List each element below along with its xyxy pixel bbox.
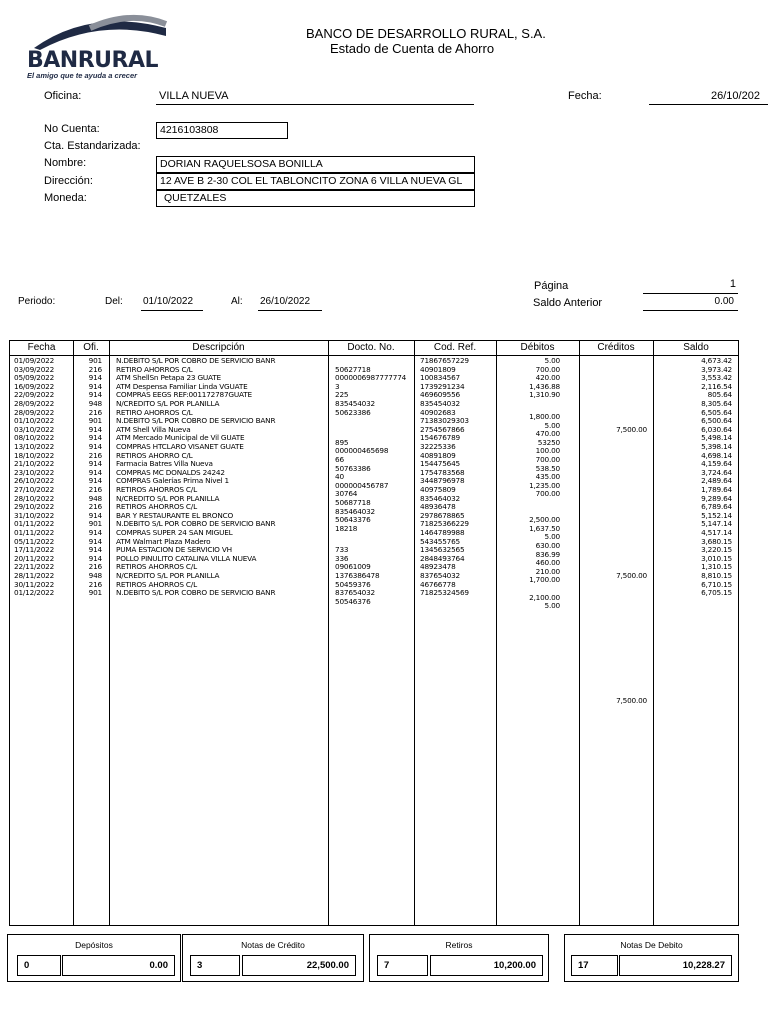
cell-doc-no: 18218 (335, 523, 358, 533)
cell-doc-no: 30764 (335, 489, 358, 499)
bank-name: BANCO DE DESARROLLO RURAL, S.A. (306, 26, 546, 41)
header-balance: Saldo (683, 342, 709, 353)
cell-doc-no: 50687718 (335, 497, 371, 507)
cell-date: 27/10/2022 (14, 485, 55, 494)
cell-doc-no: 000000465698 (335, 446, 389, 456)
cell-description: N.DEBITO S/L POR COBRO DE SERVICIO BANR (116, 356, 276, 365)
cell-doc-no: 0000006987777774 (335, 373, 407, 383)
cell-balance: 9,289.64 (701, 493, 732, 503)
credit-notes-amount: 22,500.00 (242, 955, 356, 976)
cell-description: N.DEBITO S/L POR COBRO DE SERVICIO BANR (116, 519, 276, 529)
cell-ref-code: 835454032 (420, 399, 460, 408)
cell-doc-no: 000000456787 (335, 480, 389, 490)
cell-description: BAR Y RESTAURANTE EL BRONCO (116, 510, 234, 520)
logo-text: BANRURAL (27, 48, 158, 73)
cell-date: 05/09/2022 (14, 373, 55, 383)
cell-description: RETIROS AHORROS C/L (116, 579, 197, 589)
cell-description: RETIRO AHORROS C/L (116, 407, 193, 417)
currency-box: QUETZALES (156, 190, 475, 207)
cell-office: 948 (88, 571, 102, 580)
cell-doc-no: 50546376 (335, 596, 371, 606)
cell-debit: 470.00 (535, 429, 560, 439)
cell-debit: 100.00 (535, 446, 560, 456)
deposits-count: 0 (17, 955, 61, 976)
col-divider (579, 341, 580, 925)
cell-debit: 836.99 (535, 549, 560, 559)
col-divider (328, 341, 329, 925)
cell-ref-code: 48923478 (420, 562, 456, 572)
cell-office: 914 (88, 545, 102, 555)
withdrawals-amount: 10,200.00 (430, 955, 543, 976)
cell-debit: 1,436.88 (529, 381, 560, 391)
cell-balance: 5,498.14 (701, 433, 732, 443)
cell-description: N/CREDITO S/L POR PLANILLA (116, 493, 220, 503)
page-value: 1 (729, 278, 736, 290)
cell-date: 30/11/2022 (14, 579, 55, 589)
cell-ref-code: 46766778 (420, 579, 456, 589)
cell-office: 901 (88, 519, 102, 529)
cell-date: 20/11/2022 (14, 553, 55, 563)
cell-doc-no: 1376386478 (335, 571, 380, 580)
cell-debit: 2,100.00 (529, 592, 560, 602)
cell-balance: 4,159.64 (701, 459, 732, 469)
cell-office: 216 (88, 450, 102, 460)
withdrawals-count: 7 (377, 955, 428, 976)
cell-office: 216 (88, 407, 102, 417)
cell-description: RETIROS AHORROS C/L (116, 485, 197, 494)
cell-description: POLLO PINULITO CATALINA VILLA NUEVA (116, 553, 257, 563)
col-divider (653, 341, 654, 925)
cell-balance: 2,116.54 (701, 381, 732, 391)
date-underline (649, 104, 768, 105)
cell-balance: 6,789.64 (701, 502, 732, 512)
cell-office: 216 (88, 485, 102, 494)
cell-balance: 4,698.14 (701, 450, 732, 460)
cell-ref-code: 154475645 (420, 459, 460, 469)
cell-ref-code: 40902683 (420, 407, 456, 417)
cell-ref-code: 3448796978 (420, 476, 465, 486)
period-to-underline (258, 310, 322, 311)
address-box: 12 AVE B 2-30 COL EL TABLONCITO ZONA 6 VILLA NUEVA GL (156, 173, 475, 190)
cell-office: 948 (88, 493, 102, 503)
cell-description: ATM Shell Villa Nueva (116, 424, 191, 434)
office-label: Oficina: (44, 90, 82, 102)
currency-label: Moneda: (44, 192, 87, 204)
cell-debit: 630.00 (535, 540, 560, 550)
col-divider (414, 341, 415, 925)
cell-office: 216 (88, 562, 102, 572)
header-credits: Créditos (597, 342, 635, 353)
header-doc-no: Docto. No. (347, 342, 395, 353)
cell-office: 914 (88, 510, 102, 520)
cell-date: 16/09/2022 (14, 381, 55, 391)
cell-balance: 8,810.15 (701, 571, 732, 580)
cell-balance: 6,705.15 (701, 588, 732, 598)
cell-description: N.DEBITO S/L POR COBRO DE SERVICIO BANR (116, 588, 276, 598)
cell-ref-code: 71825324569 (420, 588, 469, 598)
cell-doc-no: 837654032 (335, 588, 375, 598)
cell-ref-code: 48936478 (420, 502, 456, 512)
cell-credit: 7,500.00 (616, 571, 647, 580)
cell-date: 01/11/2022 (14, 528, 55, 537)
debit-notes-count: 17 (571, 955, 618, 976)
cell-doc-no: 50459376 (335, 579, 371, 589)
cell-doc-no: 225 (335, 390, 349, 400)
cell-date: 23/10/2022 (14, 467, 55, 477)
period-from-underline (141, 310, 203, 311)
cell-date: 21/10/2022 (14, 459, 55, 469)
cell-doc-no: 09061009 (335, 562, 371, 572)
debit-notes-amount: 10,228.27 (619, 955, 732, 976)
cell-date: 13/10/2022 (14, 442, 55, 451)
cell-balance: 6,030.64 (701, 424, 732, 434)
cell-doc-no: 50763386 (335, 463, 371, 473)
period-to-label: Al: (231, 296, 243, 307)
cell-date: 29/10/2022 (14, 502, 55, 512)
cell-balance: 5,152.14 (701, 510, 732, 520)
cell-ref-code: 1739291234 (420, 381, 465, 391)
cell-description: COMPRAS EEGS REF:001172787GUATE (116, 390, 252, 400)
cell-description: N.DEBITO S/L POR COBRO DE SERVICIO BANR (116, 416, 276, 426)
cell-office: 914 (88, 433, 102, 443)
cell-ref-code: 40975809 (420, 485, 456, 494)
cell-balance: 1,789.64 (701, 485, 732, 494)
cell-date: 28/09/2022 (14, 399, 55, 408)
cell-description: COMPRAS MC DONALDS 24242 (116, 467, 225, 477)
page-label: Página (534, 280, 569, 292)
cell-debit: 53250 (537, 437, 560, 447)
cell-ref-code: 835464032 (420, 493, 460, 503)
cell-debit: 5.00 (544, 601, 560, 611)
cell-office: 948 (88, 399, 102, 408)
cell-ref-code: 469609556 (420, 390, 460, 400)
cell-description: Farmacia Batres Villa Nueva (116, 459, 213, 469)
prev-balance-label: Saldo Anterior (533, 297, 603, 309)
date-value: 26/10/202 (711, 90, 760, 102)
cell-description: RETIROS AHORROS C/L (116, 562, 197, 572)
header-debits: Débitos (520, 342, 555, 353)
cell-doc-no: 895 (335, 437, 349, 447)
cell-date: 28/09/2022 (14, 407, 55, 417)
cell-date: 01/11/2022 (14, 519, 55, 529)
logo-tagline: El amigo que te ayuda a crecer (27, 71, 138, 80)
document-title: Estado de Cuenta de Ahorro (330, 41, 495, 56)
cell-debit: 5.00 (544, 356, 560, 365)
cell-office: 914 (88, 553, 102, 563)
cell-date: 01/12/2022 (14, 588, 55, 598)
period-from-label: Del: (105, 296, 123, 307)
period-to-value: 26/10/2022 (260, 296, 311, 307)
cell-office: 914 (88, 528, 102, 537)
cell-ref-code: 2848493764 (420, 553, 465, 563)
cell-office: 914 (88, 476, 102, 486)
cell-date: 28/11/2022 (14, 571, 55, 580)
cell-doc-no: 835454032 (335, 399, 375, 408)
cell-date: 03/09/2022 (14, 364, 55, 374)
cell-balance: 5,147.14 (701, 519, 732, 529)
cell-date: 05/11/2022 (14, 536, 55, 546)
cell-debit: 700.00 (535, 454, 560, 464)
prev-balance-value: 0.00 (714, 296, 734, 307)
cell-debit: 1,637.50 (529, 523, 560, 533)
cell-description: PUMA ESTACION DE SERVICIO VH (116, 545, 232, 555)
cell-debit: 700.00 (535, 489, 560, 499)
cell-doc-no: 835464032 (335, 506, 375, 516)
cell-description: RETIRO AHORROS C/L (116, 364, 193, 374)
cell-office: 914 (88, 373, 102, 383)
cell-balance: 8,305.64 (701, 399, 732, 408)
cell-doc-no: 50627718 (335, 364, 371, 374)
cell-date: 18/10/2022 (14, 450, 55, 460)
header-description: Descripción (192, 342, 245, 353)
cell-ref-code: 1754783568 (420, 467, 465, 477)
std-account-label: Cta. Estandarizada: (44, 140, 141, 152)
col-divider (109, 341, 110, 925)
cell-office: 901 (88, 356, 102, 365)
account-number-box: 4216103808 (156, 122, 288, 139)
cell-credit: 7,500.00 (616, 424, 647, 434)
cell-debit: 1,235.00 (529, 480, 560, 490)
cell-description: ATM Walmart Plaza Madero (116, 536, 211, 546)
cell-date: 01/10/2022 (14, 416, 55, 426)
cell-office: 216 (88, 502, 102, 512)
deposits-amount: 0.00 (62, 955, 175, 976)
col-divider (496, 341, 497, 925)
cell-doc-no: 733 (335, 545, 349, 555)
cell-description: N/CREDITO S/L POR PLANILLA (116, 571, 220, 580)
credit-notes-title: Notas de Crédito (241, 940, 305, 950)
cell-balance: 5,398.14 (701, 442, 732, 451)
cell-balance: 805.64 (707, 390, 732, 400)
cell-balance: 6,505.64 (701, 407, 732, 417)
account-label: No Cuenta: (44, 123, 100, 135)
cell-balance: 3,553.42 (701, 373, 732, 383)
cell-office: 914 (88, 467, 102, 477)
office-underline (156, 104, 474, 105)
cell-debit: 5.00 (544, 420, 560, 430)
cell-debit: 420.00 (535, 373, 560, 383)
cell-balance: 4,517.14 (701, 528, 732, 537)
cell-description: ATM ShellSn Petapa 23 GUATE (116, 373, 221, 383)
page-underline (643, 293, 738, 294)
cell-ref-code: 1345632565 (420, 545, 465, 555)
office-value: VILLA NUEVA (159, 90, 229, 102)
cell-balance: 3,724.64 (701, 467, 732, 477)
cell-debit: 210.00 (535, 566, 560, 576)
cell-balance: 1,310.15 (701, 562, 732, 572)
cell-balance: 6,500.64 (701, 416, 732, 426)
date-label: Fecha: (568, 90, 602, 102)
cell-ref-code: 71867657229 (420, 356, 469, 365)
cell-doc-no: 50643376 (335, 515, 371, 525)
cell-ref-code: 40891809 (420, 450, 456, 460)
cell-date: 03/10/2022 (14, 424, 55, 434)
cell-doc-no: 66 (335, 454, 344, 464)
cell-doc-no: 3 (335, 381, 340, 391)
cell-doc-no: 50623386 (335, 407, 371, 417)
transactions-table (9, 340, 739, 926)
cell-ref-code: 71825366229 (420, 519, 469, 529)
cell-balance: 3,220.15 (701, 545, 732, 555)
cell-date: 17/11/2022 (14, 545, 55, 555)
cell-date: 22/09/2022 (14, 390, 55, 400)
prev-balance-underline (643, 310, 738, 311)
cell-ref-code: 837654032 (420, 571, 460, 580)
cell-description: ATM Mercado Municipal de Vil GUATE (116, 433, 245, 443)
cell-ref-code: 543455765 (420, 536, 460, 546)
header-office: Ofi. (83, 342, 99, 353)
cell-debit: 2,500.00 (529, 515, 560, 525)
cell-ref-code: 2754567866 (420, 424, 465, 434)
address-label: Dirección: (44, 175, 93, 187)
cell-debit: 435.00 (535, 472, 560, 482)
cell-doc-no: 336 (335, 553, 349, 563)
cell-balance: 3,010.15 (701, 553, 732, 563)
cell-debit: 1,800.00 (529, 411, 560, 421)
cell-date: 28/10/2022 (14, 493, 55, 503)
cell-balance: 3,680.15 (701, 536, 732, 546)
deposits-title: Depósitos (75, 940, 113, 950)
cell-ref-code: 2978678865 (420, 510, 465, 520)
name-label: Nombre: (44, 157, 87, 169)
cell-date: 08/10/2022 (14, 433, 55, 443)
cell-balance: 6,710.15 (701, 579, 732, 589)
cell-debit: 538.50 (535, 463, 560, 473)
cell-ref-code: 1464789988 (420, 528, 465, 537)
name-box: DORIAN RAQUELSOSA BONILLA (156, 156, 475, 173)
cell-ref-code: 100834567 (420, 373, 460, 383)
cell-debit: 700.00 (535, 364, 560, 374)
cell-office: 914 (88, 381, 102, 391)
cell-ref-code: 71383029303 (420, 416, 469, 426)
cell-office: 216 (88, 579, 102, 589)
cell-debit: 5.00 (544, 532, 560, 542)
header-date: Fecha (27, 342, 56, 353)
debit-notes-summary (564, 934, 739, 982)
cell-doc-no: 40 (335, 472, 344, 482)
cell-balance: 3,973.42 (701, 364, 732, 374)
cell-date: 26/10/2022 (14, 476, 55, 486)
debit-notes-title: Notas De Debito (620, 940, 683, 950)
cell-description: COMPRAS Galerías Prima Nivel 1 (116, 476, 229, 486)
period-from-value: 01/10/2022 (143, 296, 194, 307)
cell-date: 22/11/2022 (14, 562, 55, 572)
cell-date: 01/09/2022 (14, 356, 55, 365)
cell-office: 216 (88, 364, 102, 374)
cell-ref-code: 32225336 (420, 442, 456, 451)
cell-description: COMPRAS SUPER 24 SAN MIGUEL (116, 528, 233, 537)
cell-office: 914 (88, 536, 102, 546)
credit-notes-count: 3 (190, 955, 240, 976)
cell-office: 901 (88, 416, 102, 426)
credit-notes-summary (182, 934, 364, 982)
cell-description: RETIROS AHORROS C/L (116, 502, 197, 512)
cell-debit: 1,310.90 (529, 390, 560, 400)
cell-balance: 4,673.42 (701, 356, 732, 365)
header-ref-code: Cod. Ref. (433, 342, 477, 353)
cell-ref-code: 40901809 (420, 364, 456, 374)
cell-date: 31/10/2022 (14, 510, 55, 520)
withdrawals-title: Retiros (445, 940, 473, 950)
cell-description: ATM Despensa Familiar Linda VGUATE (116, 381, 248, 391)
cell-description: COMPRAS HTCLARO VISANET GUATE (116, 442, 244, 451)
cell-office: 914 (88, 442, 102, 451)
cell-office: 914 (88, 390, 102, 400)
period-label: Periodo: (18, 296, 56, 307)
cell-description: N/CREDITO S/L POR PLANILLA (116, 399, 220, 408)
deposits-summary (7, 934, 181, 982)
cell-office: 901 (88, 588, 102, 598)
withdrawals-summary (369, 934, 549, 982)
cell-office: 914 (88, 459, 102, 469)
cell-debit: 1,700.00 (529, 575, 560, 585)
cell-balance: 2,489.64 (701, 476, 732, 486)
cell-debit: 460.00 (535, 558, 560, 568)
cell-office: 914 (88, 424, 102, 434)
cell-description: RETIROS AHORRO C/L (116, 450, 193, 460)
cell-ref-code: 154676789 (420, 433, 460, 443)
cell-credit: 7,500.00 (616, 695, 647, 705)
